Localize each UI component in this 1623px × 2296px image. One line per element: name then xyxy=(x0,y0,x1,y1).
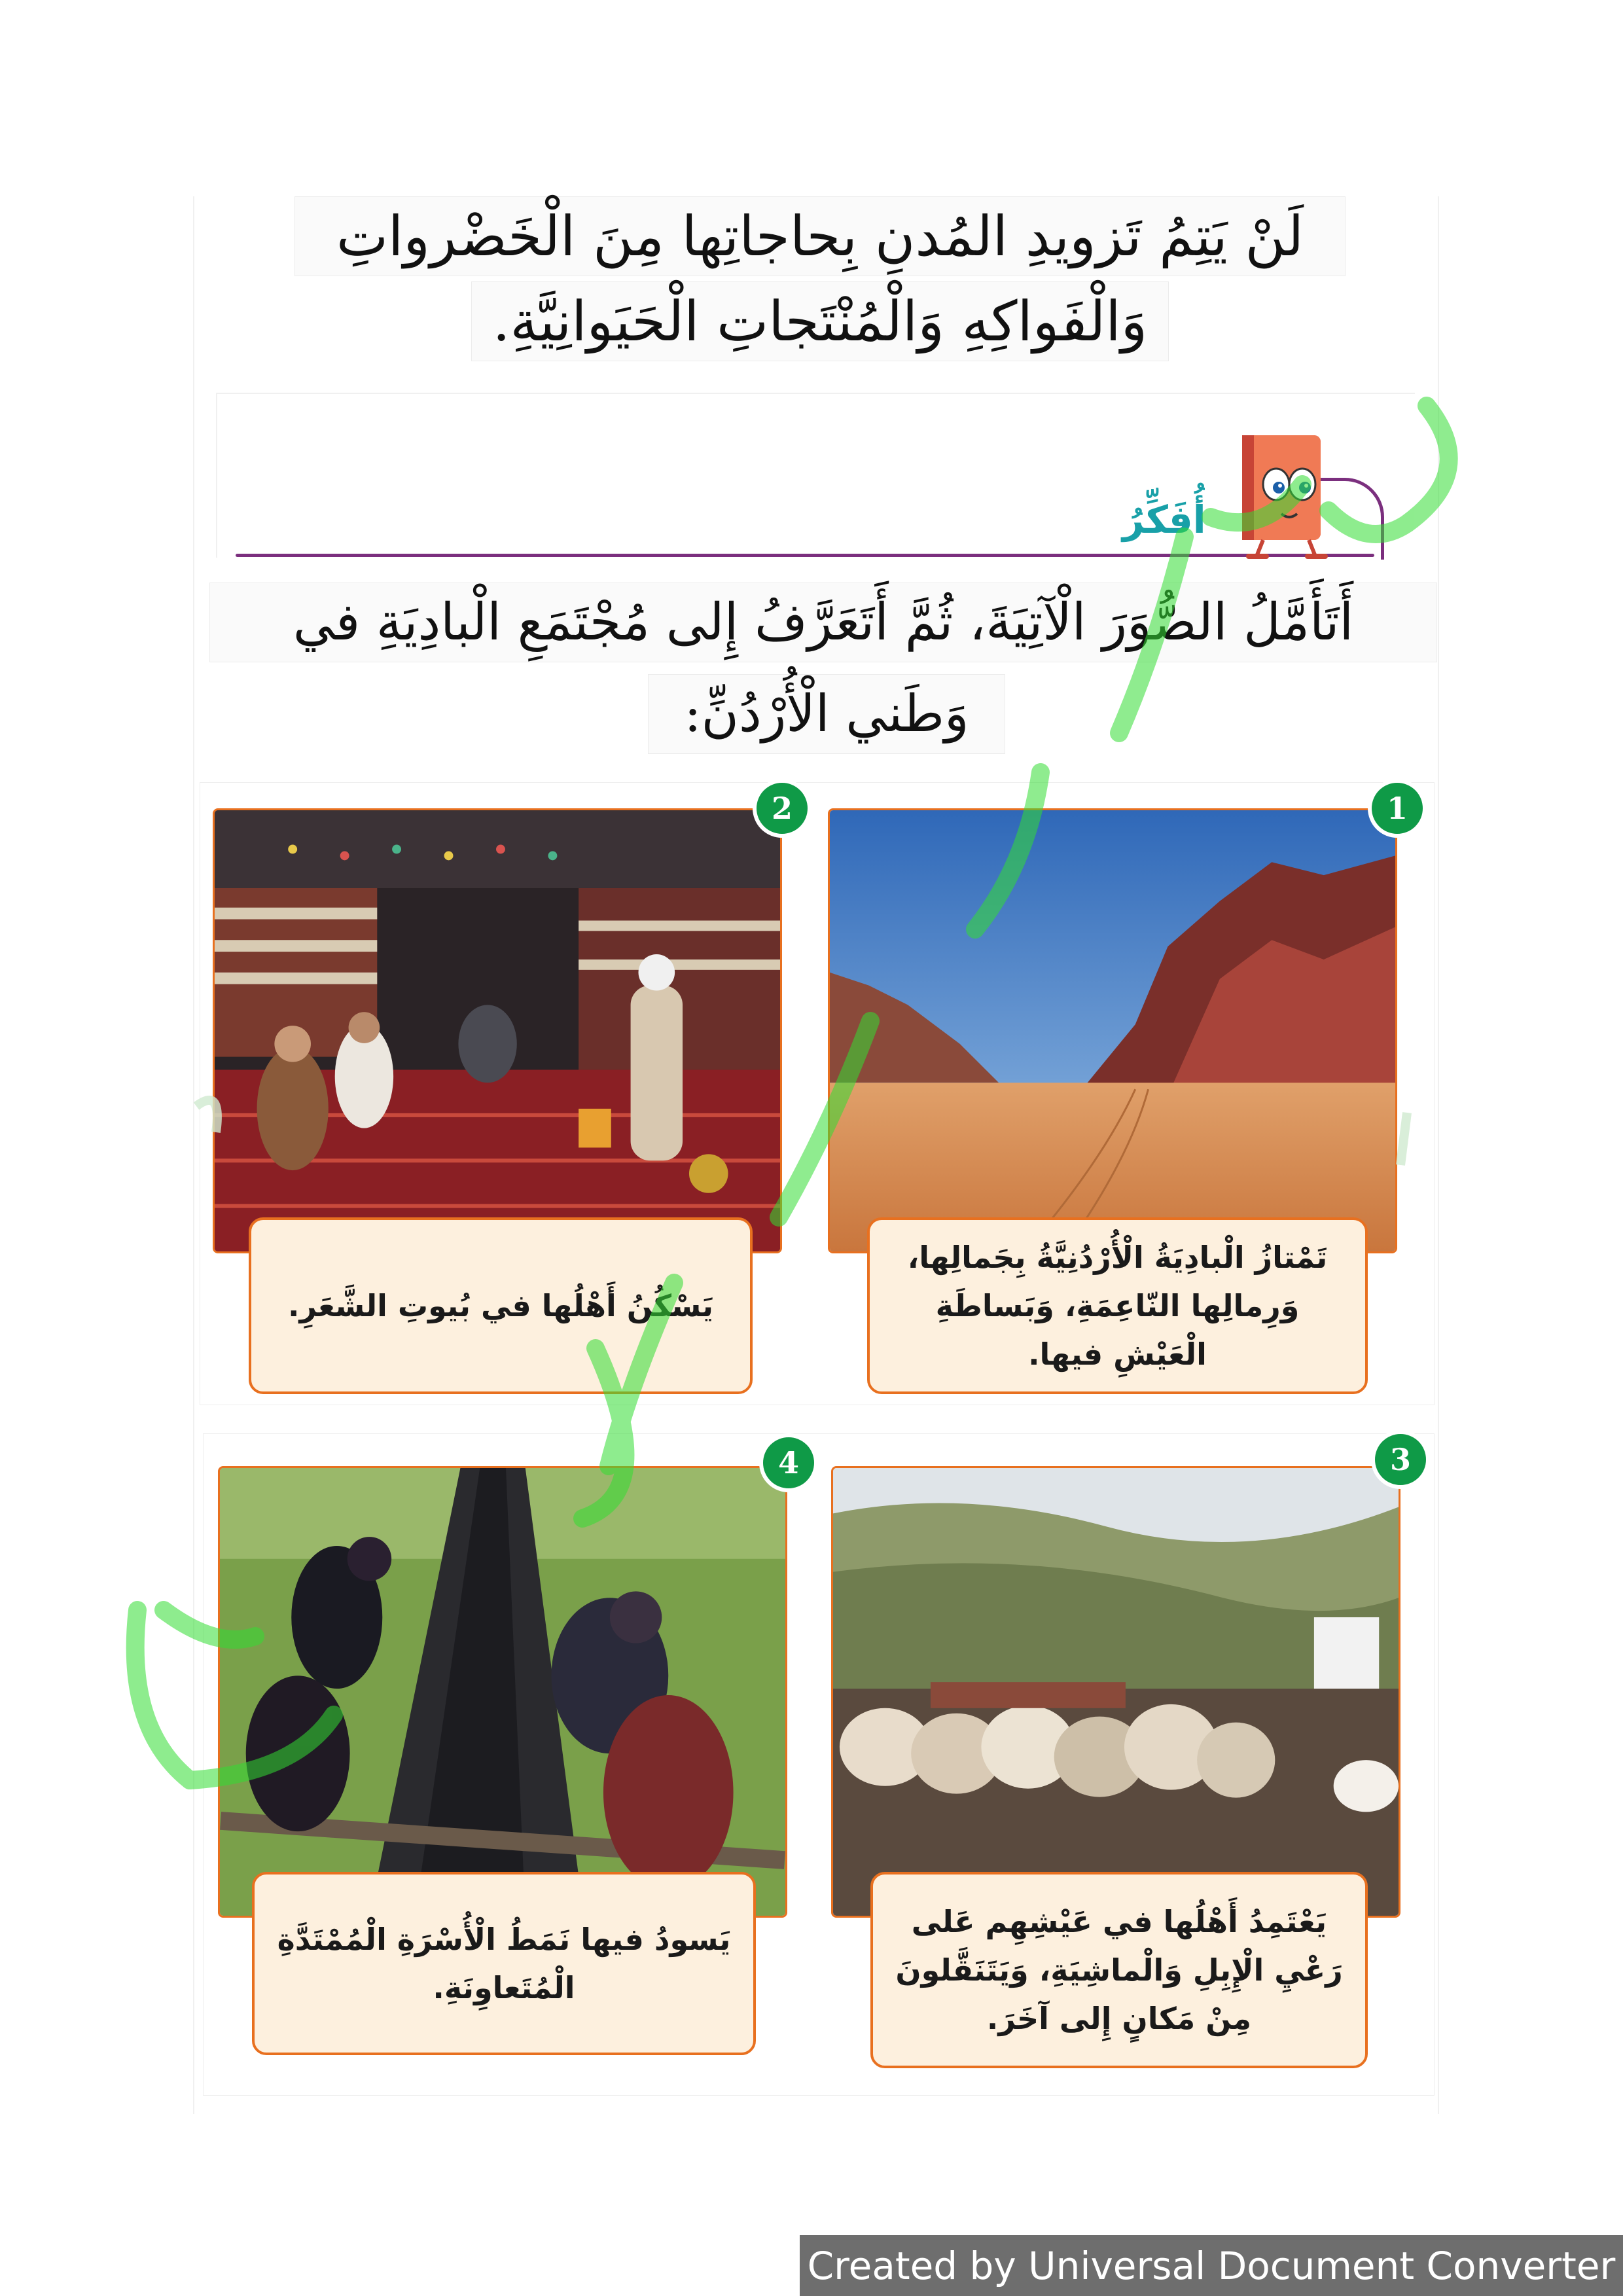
footer-credit: Created by Universal Document Converter xyxy=(800,2235,1623,2296)
bedouin-tent-photo xyxy=(213,808,782,1253)
panel-caption-3: يَعْتَمِدُ أَهْلُها في عَيْشِهِم عَلى رَعْيِ الْإِبِلِ وَالْماشِيَةِ، وَيَتَنَقَّلونَ مِنْ مَكانٍ إِلى آخَرَ. xyxy=(870,1872,1368,2068)
panel-number-badge-2: 2 xyxy=(753,779,812,838)
think-divider xyxy=(236,554,1374,557)
panel-caption-4: يَسودُ فيها نَمَطُ الْأُسْرَةِ الْمُمْتَدَّةِ الْمُتَعاوِنَةِ. xyxy=(252,1872,756,2055)
women-weaving-photo xyxy=(218,1466,787,1918)
heading-line-2: وَالْفَواكِهِ وَالْمُنْتَجاتِ الْحَيَوانِيَّةِ. xyxy=(471,281,1169,361)
sheep-flock-photo xyxy=(831,1466,1400,1918)
panel-number-badge-4: 4 xyxy=(759,1433,818,1492)
panel-number-badge-3: 3 xyxy=(1371,1430,1430,1489)
instruction-line-2: وَطَني الْأُرْدُنِّ: xyxy=(648,674,1005,754)
book-mascot-icon xyxy=(1230,429,1335,563)
panel-number-badge-1: 1 xyxy=(1368,779,1427,838)
think-label: أُفَكِّرُ xyxy=(1122,497,1206,542)
heading-line-1: لَنْ يَتِمُ تَزويدِ المُدنِ بِحاجاتِها مِنَ الْخَضْرواتِ xyxy=(294,196,1346,276)
panel-caption-1: تَمْتازُ الْبادِيَةُ الْأُرْدُنِيَّةُ بِجَمالِها، وَرِمالِها النّاعِمَةِ، وَبَساطَةِ الْعَيْشِ فيها. xyxy=(867,1217,1368,1394)
instruction-line-1: أَتَأَمَّلُ الصُّوَرَ الْآتِيَةَ، ثُمَّ أَتَعَرَّفُ إِلى مُجْتَمَعِ الْبادِيَةِ في xyxy=(209,583,1437,662)
desert-canyon-photo xyxy=(828,808,1397,1253)
panel-caption-2: يَسْكُنُ أَهْلُها في بُيوتِ الشَّعَرِ. xyxy=(249,1217,753,1394)
